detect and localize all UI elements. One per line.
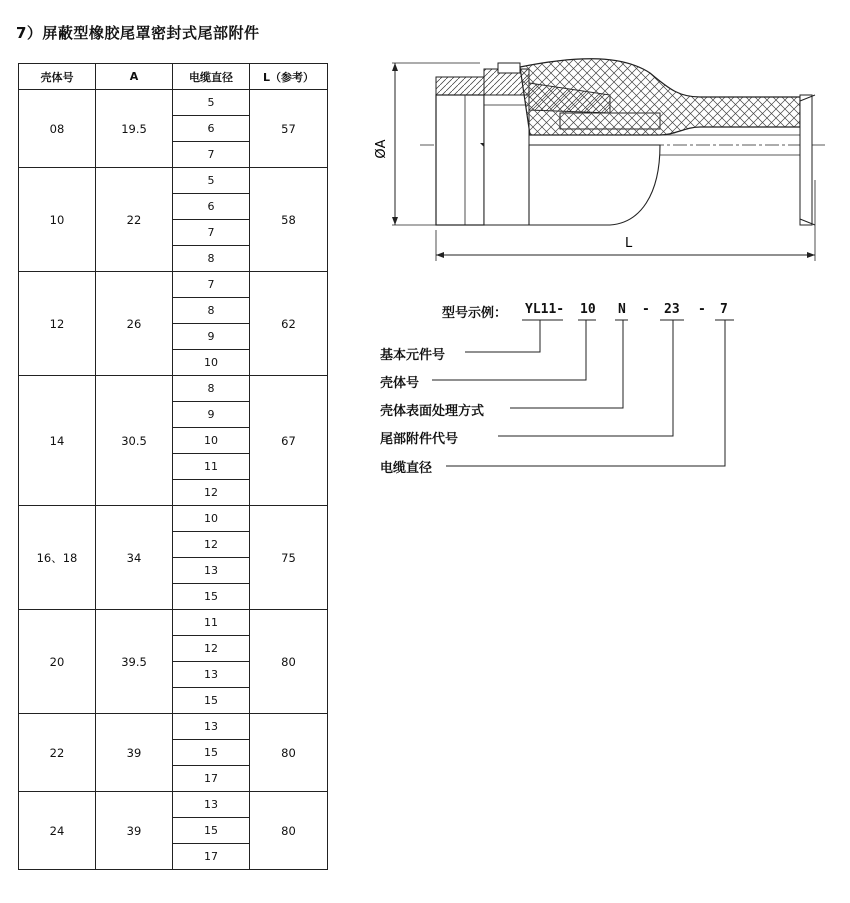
table-row [19, 272, 328, 298]
cell-cable-diameter: 17 [173, 766, 250, 792]
cell-cable-diameter: 7 [173, 142, 250, 168]
cell-a: 34 [96, 506, 173, 610]
cell-cable-diameter: 13 [173, 662, 250, 688]
table-row [19, 168, 328, 194]
cell-cable-diameter: 15 [173, 740, 250, 766]
model-part-base: YL11- [525, 302, 565, 317]
model-example [380, 290, 840, 490]
cell-l-reference: 58 [250, 168, 328, 272]
cell-cable-diameter: 13 [173, 714, 250, 740]
dimension-a-label: ØA [374, 139, 389, 159]
connector-diagram [374, 55, 840, 270]
coupling-nut [436, 95, 484, 225]
spec-table [18, 63, 328, 870]
cell-cable-diameter: 15 [173, 584, 250, 610]
cell-cable-diameter: 12 [173, 532, 250, 558]
cell-shell: 16、18 [19, 506, 96, 610]
model-label-shell: 壳体号 [380, 376, 420, 391]
cell-cable-diameter: 10 [173, 506, 250, 532]
cell-cable-diameter: 17 [173, 844, 250, 870]
cell-cable-diameter: 10 [173, 428, 250, 454]
cell-a: 19.5 [96, 90, 173, 168]
header-a: A [96, 64, 173, 90]
model-label-cable: 电缆直径 [380, 461, 433, 476]
cell-cable-diameter: 11 [173, 454, 250, 480]
table-row [19, 376, 328, 402]
cell-shell: 24 [19, 792, 96, 870]
table-body [19, 90, 328, 870]
cell-cable-diameter: 7 [173, 220, 250, 246]
cell-cable-diameter: 12 [173, 480, 250, 506]
cell-a: 22 [96, 168, 173, 272]
cell-shell: 22 [19, 714, 96, 792]
model-leader-lines [380, 290, 840, 490]
model-label-accessory: 尾部附件代号 [380, 432, 459, 447]
model-part-accessory: 23 [664, 302, 680, 317]
cell-cable-diameter: 12 [173, 636, 250, 662]
model-part-dash-2: - [698, 302, 706, 317]
cell-cable-diameter: 11 [173, 610, 250, 636]
model-part-shell: 10 [580, 302, 596, 317]
header-cable-diameter: 电缆直径 [173, 64, 250, 90]
model-label-base: 基本元件号 [380, 348, 446, 363]
table-row [19, 714, 328, 740]
cell-a: 26 [96, 272, 173, 376]
model-part-dash-1: - [642, 302, 650, 317]
table-row [19, 506, 328, 532]
cell-shell: 14 [19, 376, 96, 506]
cell-l-reference: 67 [250, 376, 328, 506]
cell-cable-diameter: 10 [173, 350, 250, 376]
cell-a: 39 [96, 714, 173, 792]
cell-cable-diameter: 15 [173, 818, 250, 844]
cell-cable-diameter: 8 [173, 298, 250, 324]
cell-cable-diameter: 6 [173, 116, 250, 142]
cell-l-reference: 80 [250, 792, 328, 870]
cell-a: 39 [96, 792, 173, 870]
dimension-l-label: L [625, 236, 633, 251]
table-header-row [19, 64, 328, 90]
cell-shell: 10 [19, 168, 96, 272]
page-title: 7）屏蔽型橡胶尾罩密封式尾部附件 [16, 24, 260, 42]
cell-cable-diameter: 9 [173, 324, 250, 350]
cell-cable-diameter: 5 [173, 90, 250, 116]
rubber-boot [520, 59, 800, 135]
cell-cable-diameter: 13 [173, 792, 250, 818]
header-l-reference: L（参考） [250, 64, 328, 90]
cell-cable-diameter: 9 [173, 402, 250, 428]
cell-l-reference: 75 [250, 506, 328, 610]
cell-cable-diameter: 8 [173, 246, 250, 272]
header-shell: 壳体号 [19, 64, 96, 90]
cell-l-reference: 80 [250, 714, 328, 792]
cell-cable-diameter: 7 [173, 272, 250, 298]
cell-cable-diameter: 15 [173, 688, 250, 714]
cell-shell: 12 [19, 272, 96, 376]
model-example-prefix: 型号示例： [442, 306, 508, 321]
table-row [19, 90, 328, 116]
cell-cable-diameter: 13 [173, 558, 250, 584]
cell-shell: 20 [19, 610, 96, 714]
cell-l-reference: 80 [250, 610, 328, 714]
model-part-surface: N [618, 302, 626, 317]
cell-l-reference: 57 [250, 90, 328, 168]
table-row [19, 792, 328, 818]
cell-cable-diameter: 6 [173, 194, 250, 220]
cell-shell: 08 [19, 90, 96, 168]
cell-a: 39.5 [96, 610, 173, 714]
model-part-cable: 7 [720, 302, 728, 317]
table-row [19, 610, 328, 636]
cell-l-reference: 62 [250, 272, 328, 376]
model-label-surface: 壳体表面处理方式 [380, 404, 485, 419]
cell-cable-diameter: 5 [173, 168, 250, 194]
cell-a: 30.5 [96, 376, 173, 506]
cell-cable-diameter: 8 [173, 376, 250, 402]
